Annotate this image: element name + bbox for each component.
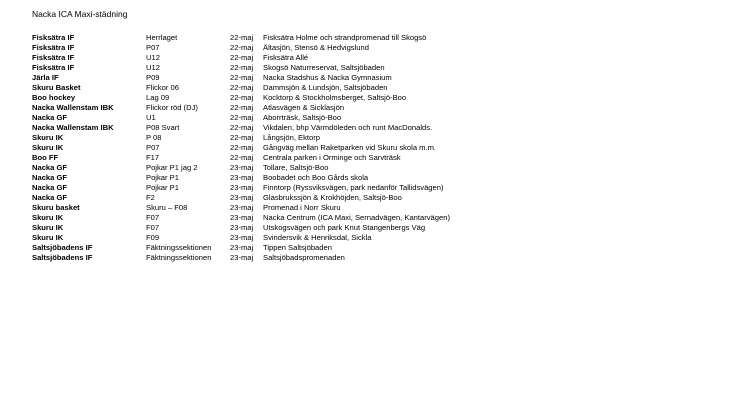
date-cell: 22-maj (230, 103, 254, 112)
club-cell: Nacka Wallenstam IBK (32, 123, 114, 132)
date-cell: 23-maj (230, 213, 254, 222)
schedule-row (32, 73, 732, 83)
schedule-row (32, 53, 732, 63)
schedule-row (32, 103, 732, 113)
group-cell: Pojkar P1 jag 2 (146, 163, 198, 172)
place-cell: Fisksätra Holme och strandpromenad till Skogsö (263, 33, 427, 42)
club-cell: Boo hockey (32, 93, 76, 102)
date-cell: 22-maj (230, 93, 254, 102)
club-cell: Skuru basket (32, 203, 80, 212)
place-cell: Kocktorp & Stockholmsberget, Saltsjö-Boo (263, 93, 407, 102)
date-cell: 22-maj (230, 53, 254, 62)
group-cell: Fäktningssektionen (146, 243, 212, 252)
place-cell: Aborrträsk, Saltsjö-Boo (263, 113, 342, 122)
group-cell: F2 (146, 193, 155, 202)
club-cell: Nacka Wallenstam IBK (32, 103, 114, 112)
club-cell: Nacka GF (32, 183, 68, 192)
group-cell: P08 Svart (146, 123, 180, 132)
place-cell: Atlasvägen & Sicklasjön (263, 103, 345, 112)
schedule-row (32, 233, 732, 243)
group-cell: Flickor 06 (146, 83, 179, 92)
date-cell: 22-maj (230, 33, 254, 42)
schedule-row (32, 223, 732, 233)
place-cell: Promenad i Norr Skuru (263, 203, 341, 212)
club-cell: Järla IF (32, 73, 59, 82)
schedule-row (32, 93, 732, 103)
group-cell: Pojkar P1 (146, 183, 179, 192)
group-cell: Herrlaget (146, 33, 178, 42)
date-cell: 22-maj (230, 123, 254, 132)
place-cell: Tippen Saltsjöbaden (263, 243, 332, 252)
place-cell: Vikdalen, bhp Värmdöleden och runt MacDonalds. (263, 123, 433, 132)
date-cell: 23-maj (230, 203, 254, 212)
group-cell: P07 (146, 143, 160, 152)
schedule-row (32, 33, 732, 43)
group-cell: Fäktningssektionen (146, 253, 212, 262)
schedule-row (32, 133, 732, 143)
place-cell: Nacka Centrum (ICA Maxi, Sernadvägen, Kantarvägen) (263, 213, 450, 222)
date-cell: 22-maj (230, 153, 254, 162)
schedule-row (32, 143, 732, 153)
place-cell: Dammsjön & Lundsjön, Saltsjöbaden (263, 83, 388, 92)
group-cell: F07 (146, 223, 160, 232)
club-cell: Saltsjöbadens IF (32, 243, 93, 252)
place-cell: Långsjön, Ektorp (263, 133, 320, 142)
group-cell: P07 (146, 43, 160, 52)
club-cell: Nacka GF (32, 163, 68, 172)
date-cell: 23-maj (230, 173, 254, 182)
club-cell: Fisksätra IF (32, 33, 75, 42)
group-cell: Lag 09 (146, 93, 170, 102)
club-cell: Skuru Basket (32, 83, 81, 92)
schedule-row (32, 153, 732, 163)
schedule-row (32, 243, 732, 253)
club-cell: Skuru IK (32, 233, 64, 242)
place-cell: Glasbrukssjön & Krokhöjden, Saltsjö-Boo (263, 193, 402, 202)
club-cell: Skuru IK (32, 143, 64, 152)
document-title: Nacka ICA Maxi-städning (32, 9, 128, 19)
schedule-row (32, 123, 732, 133)
schedule-row (32, 253, 732, 263)
place-cell: Gångväg mellan Raketparken vid Skuru skola m.m. (263, 143, 437, 152)
group-cell: F07 (146, 213, 160, 222)
schedule-row (32, 183, 732, 193)
group-cell: U12 (146, 53, 160, 62)
club-cell: Skuru IK (32, 213, 64, 222)
group-cell: Skuru – F08 (146, 203, 188, 212)
club-cell: Fisksätra IF (32, 43, 75, 52)
place-cell: Centrala parken i Orminge och Sarvträsk (263, 153, 401, 162)
club-cell: Nacka GF (32, 173, 68, 182)
date-cell: 23-maj (230, 253, 254, 262)
club-cell: Skuru IK (32, 133, 64, 142)
place-cell: Fisksätra Allé (263, 53, 309, 62)
group-cell: U1 (146, 113, 156, 122)
club-cell: Nacka GF (32, 113, 68, 122)
club-cell: Nacka GF (32, 193, 68, 202)
schedule-row (32, 43, 732, 53)
date-cell: 23-maj (230, 193, 254, 202)
place-cell: Saltsjöbadspromenaden (263, 253, 345, 262)
group-cell: Pojkar P1 (146, 173, 179, 182)
place-cell: Finntorp (Ryssviksvägen, park nedanför Tallidsvägen) (263, 183, 444, 192)
club-cell: Saltsjöbadens IF (32, 253, 93, 262)
schedule-row (32, 83, 732, 93)
place-cell: Nacka Stadshus & Nacka Gymnasium (263, 73, 392, 82)
date-cell: 23-maj (230, 163, 254, 172)
group-cell: Flickor röd (DJ) (146, 103, 198, 112)
schedule-row (32, 173, 732, 183)
club-cell: Fisksätra IF (32, 63, 75, 72)
group-cell: P 08 (146, 133, 162, 142)
group-cell: U12 (146, 63, 160, 72)
date-cell: 22-maj (230, 63, 254, 72)
date-cell: 22-maj (230, 73, 254, 82)
schedule-row (32, 213, 732, 223)
place-cell: Ältasjön, Stensö & Hedvigslund (263, 43, 369, 52)
date-cell: 22-maj (230, 143, 254, 152)
group-cell: F17 (146, 153, 160, 162)
date-cell: 23-maj (230, 243, 254, 252)
date-cell: 23-maj (230, 223, 254, 232)
place-cell: Tollare, Saltsjö-Boo (263, 163, 329, 172)
date-cell: 22-maj (230, 43, 254, 52)
cleanup-schedule-table (32, 33, 732, 263)
club-cell: Fisksätra IF (32, 53, 75, 62)
place-cell: Svindersvik & Henriksdal, Sickla (263, 233, 372, 242)
schedule-row (32, 113, 732, 123)
club-cell: Skuru IK (32, 223, 64, 232)
place-cell: Skogsö Naturreservat, Saltsjöbaden (263, 63, 385, 72)
club-cell: Boo FF (32, 153, 59, 162)
date-cell: 22-maj (230, 113, 254, 122)
date-cell: 22-maj (230, 83, 254, 92)
date-cell: 23-maj (230, 233, 254, 242)
place-cell: Utskogsvägen och park Knut Stangenbergs Väg (263, 223, 426, 232)
schedule-row (32, 193, 732, 203)
date-cell: 23-maj (230, 183, 254, 192)
schedule-row (32, 63, 732, 73)
date-cell: 22-maj (230, 133, 254, 142)
group-cell: P09 (146, 73, 160, 82)
place-cell: Boobadet och Boo Gårds skola (263, 173, 369, 182)
schedule-row (32, 203, 732, 213)
group-cell: F09 (146, 233, 160, 242)
schedule-row (32, 163, 732, 173)
